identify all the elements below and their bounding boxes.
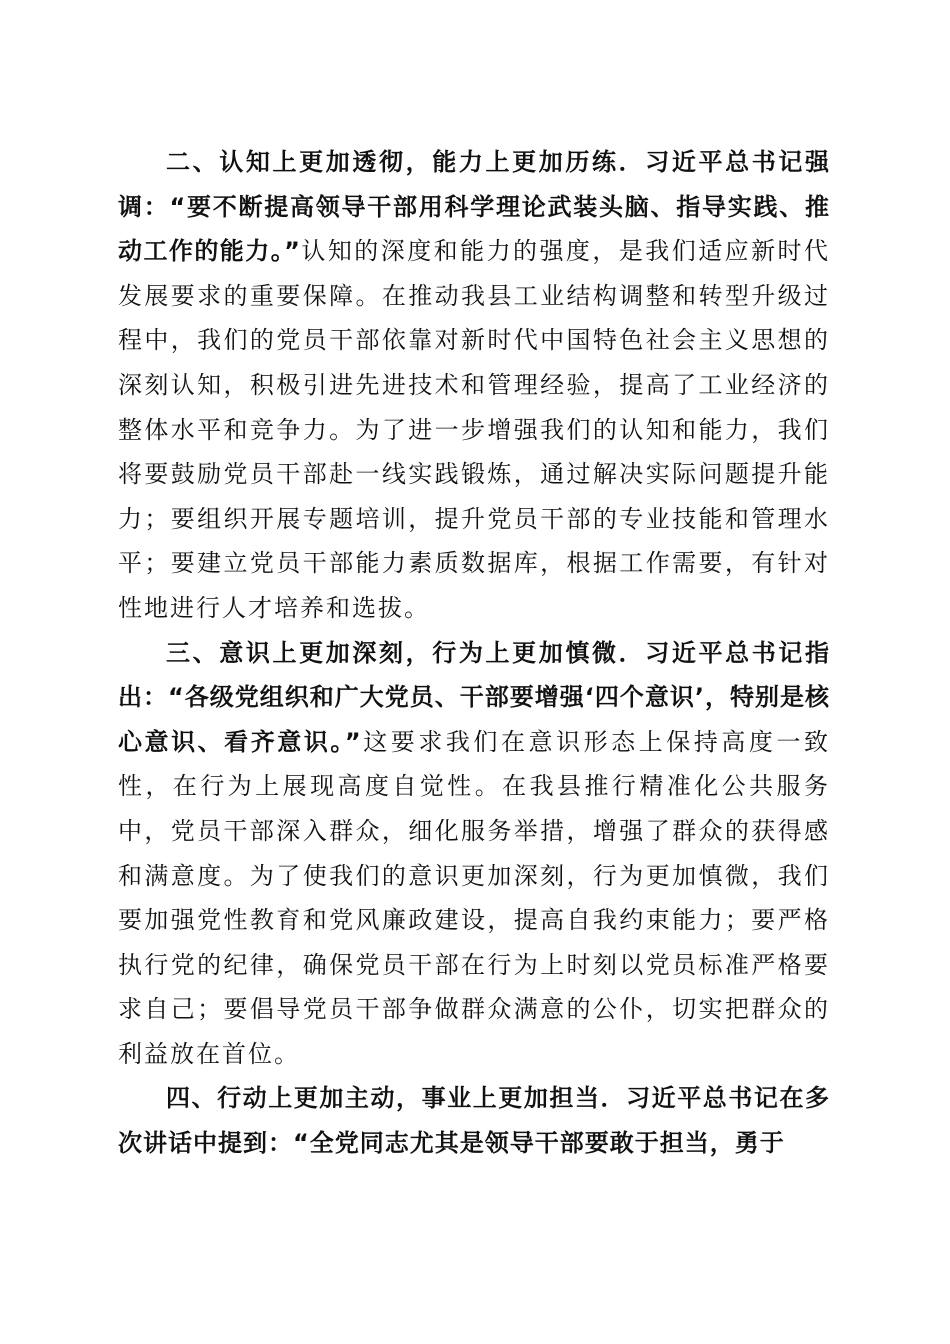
paragraph-2-body: 认知的深度和能力的强度，是我们适应新时代发展要求的重要保障。在推动我县工业结构调整和转型升级过程中，我们的党员干部依靠对新时代中国特色社会主义思想的深刻认知，积极引进先进技术和管理经验，提高了工业经济的整体水平和竞争力。为了进一步增强我们的认知和能力，我们将要鼓励党员干部赴一线实践锻炼，通过解决实际问题提升能力；要组织开展专题培训，提升党员干部的专业技能和管理水平；要建立党员干部能力素质数据库，根据工作需要，有针对性地进行人才培养和选拔。 (118, 237, 831, 622)
document-page (118, 140, 830, 1166)
paragraph-3 (118, 631, 830, 1077)
paragraph-3-body: 这要求我们在意识形态上保持高度一致性，在行为上展现高度自觉性。在我县推行精准化公共服务中，党员干部深入群众，细化服务举措，增强了群众的获得感和满意度。为了使我们的意识更加深刻，行为更加慎微，我们要加强党性教育和党风廉政建设，提高自我约束能力；要严格执行党的纪律，确保党员干部在行为上时刻以党员标准严格要求自己；要倡导党员干部争做群众满意的公仆，切实把群众的利益放在首位。 (118, 727, 830, 1068)
paragraph-2 (118, 140, 830, 631)
paragraph-3-lead: 三、意识上更加深刻，行为上更加慎微．习近平总书记指出：“各级党组织和广大党员、干部要增强‘四个意识’，特别是核心意识、看齐意识。” (118, 638, 831, 756)
paragraph-2-lead: 二、认知上更加透彻，能力上更加历练．习近平总书记强调：“要不断提高领导干部用科学理论武装头脑、指导实践、推动工作的能力。” (118, 148, 830, 266)
paragraph-4-lead: 四、行动上更加主动，事业上更加担当．习近平总书记在多次讲话中提到：“全党同志尤其是领导干部要敢于担当，勇于 (118, 1084, 830, 1158)
paragraph-4 (118, 1076, 830, 1165)
